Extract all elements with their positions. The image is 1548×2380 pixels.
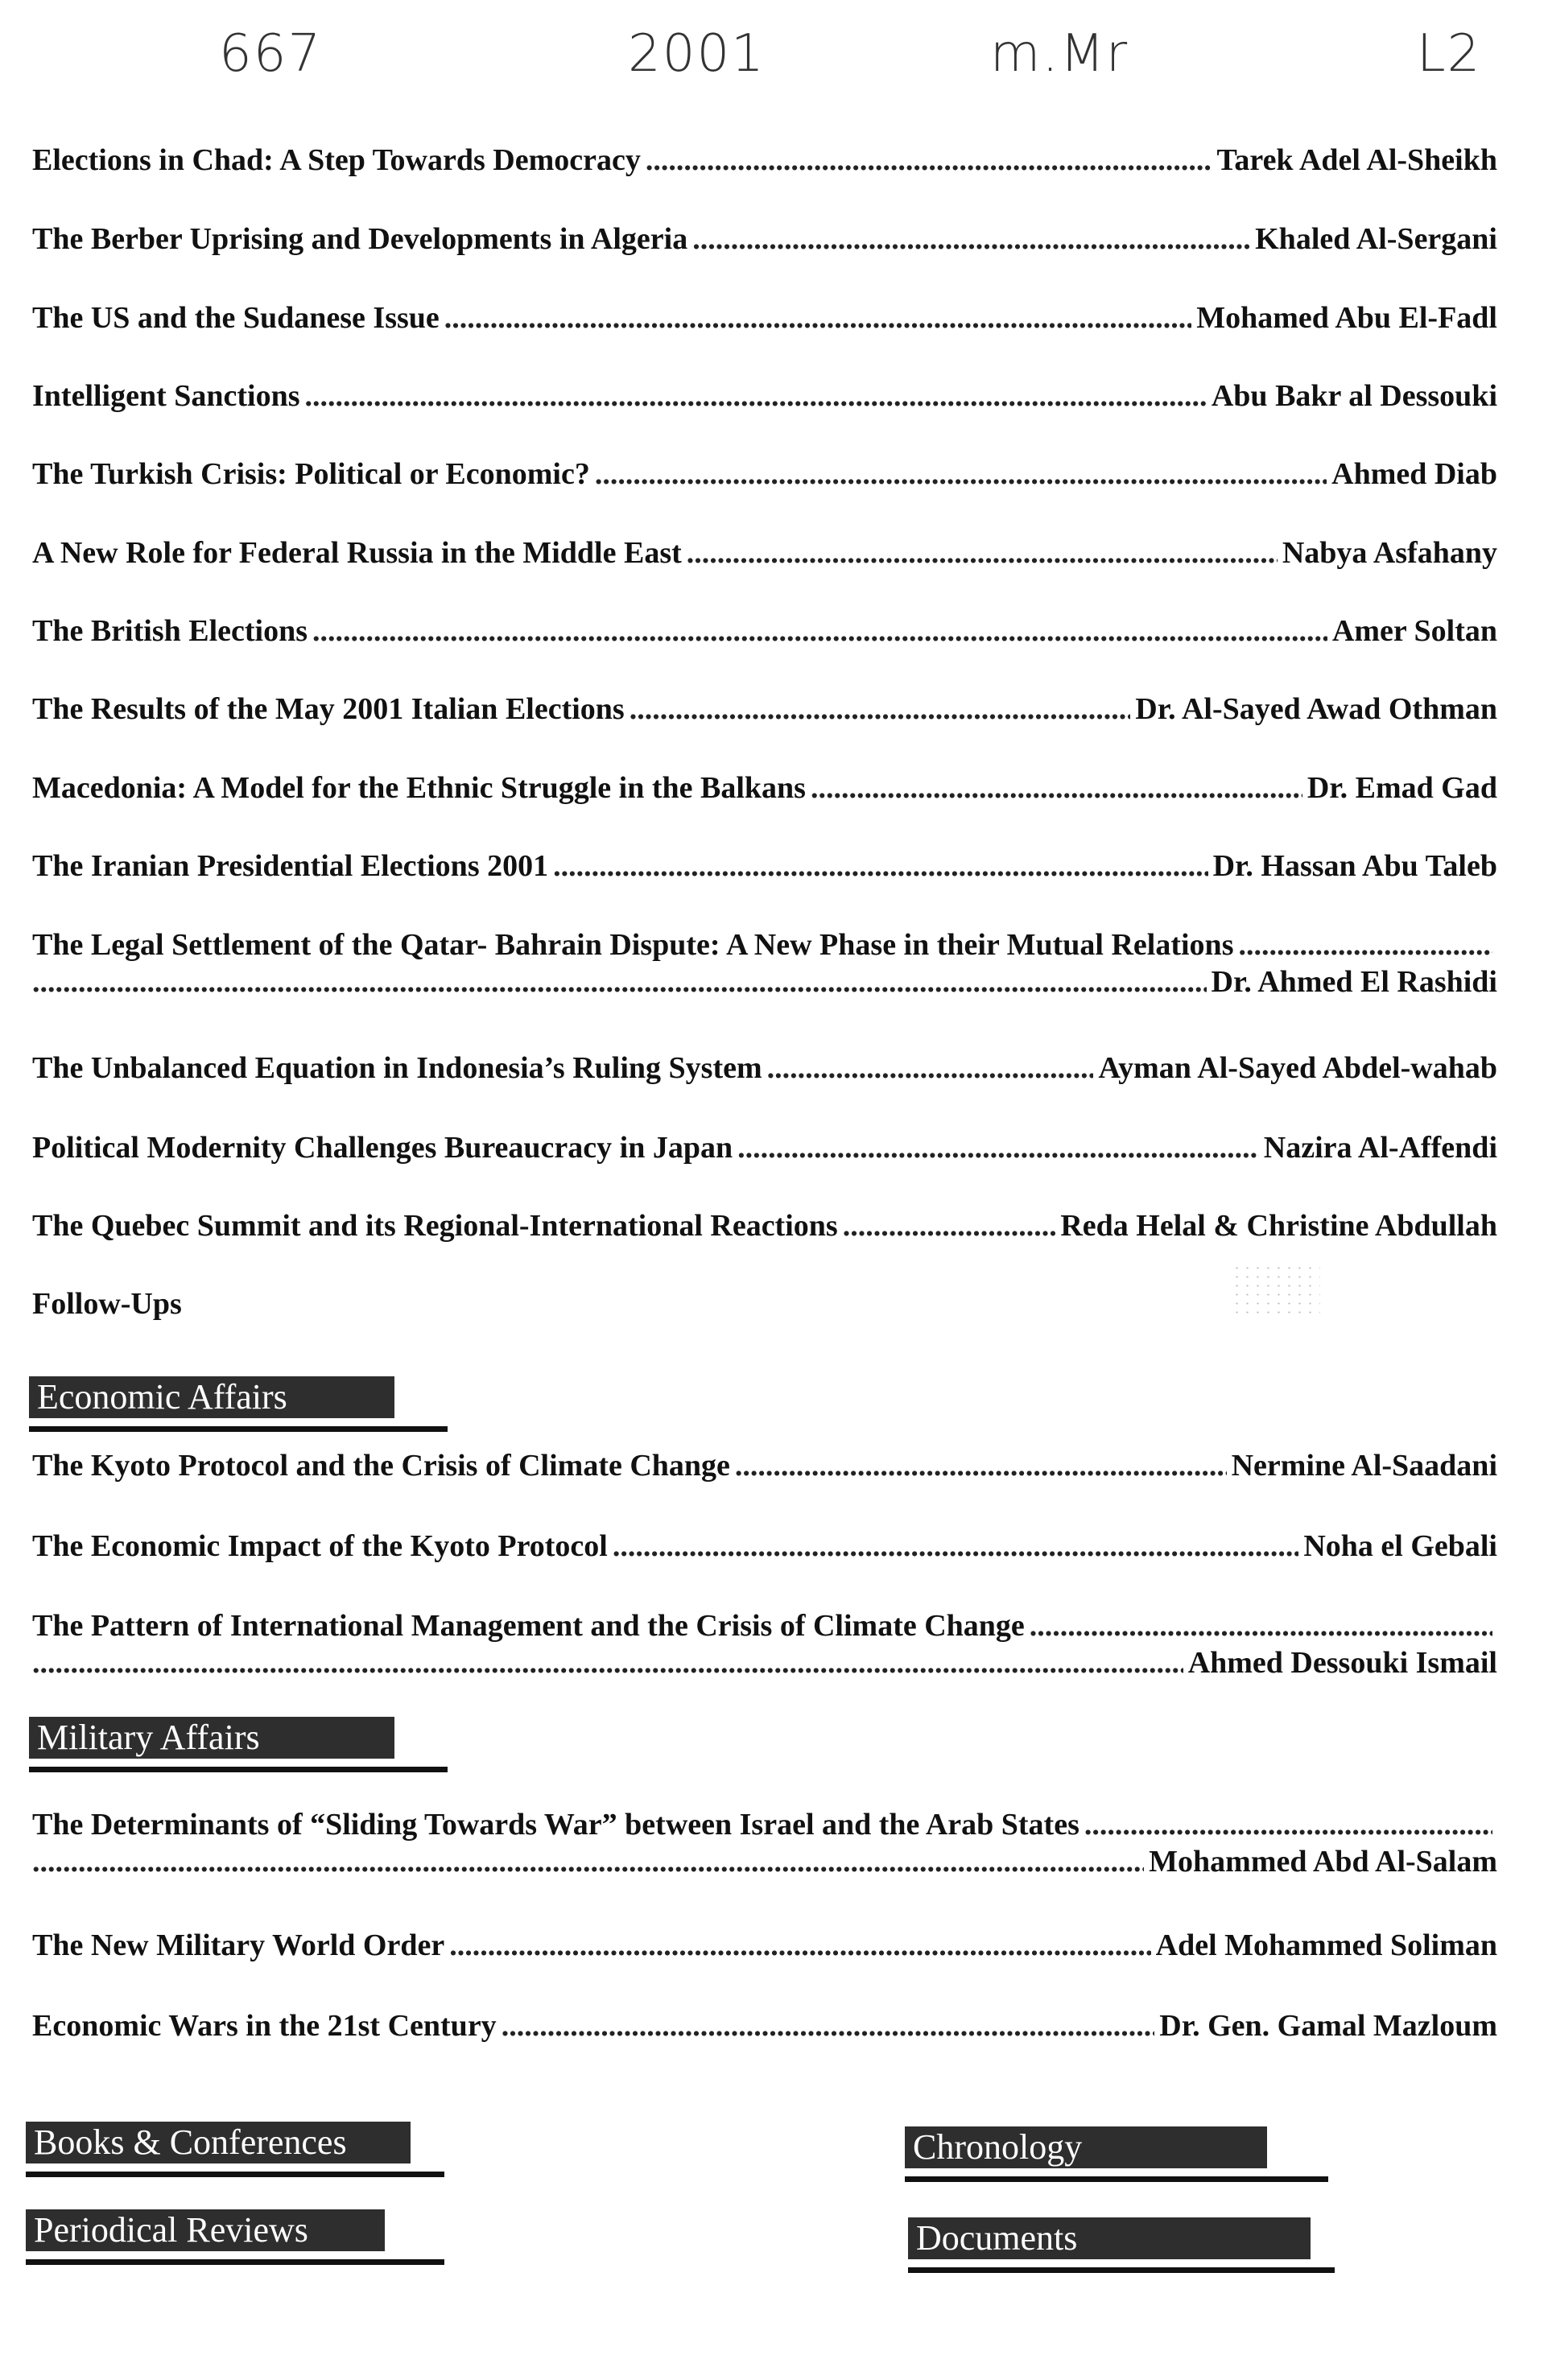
handwritten-number: 667 xyxy=(219,24,323,84)
entry-title: The Pattern of International Management and the Crisis of Climate Change xyxy=(32,1609,1025,1643)
section-heading-chronology: Chronology xyxy=(905,2126,1267,2168)
section-heading-military: Military Affairs xyxy=(29,1717,394,1759)
section-heading-economic: Economic Affairs xyxy=(29,1376,394,1418)
toc-entry xyxy=(32,221,1497,258)
entry-title: The Kyoto Protocol and the Crisis of Climate Change xyxy=(32,1449,730,1483)
toc-entry xyxy=(32,691,1497,728)
entry-author: Dr. Ahmed El Rashidi xyxy=(1211,965,1497,999)
section-underline xyxy=(29,1426,448,1432)
dot-leader xyxy=(305,377,1207,415)
toc-entry-two-line xyxy=(32,1806,1497,1880)
entry-author: Dr. Emad Gad xyxy=(1307,771,1497,805)
dot-leader xyxy=(692,221,1250,258)
toc-entry xyxy=(32,613,1497,650)
dot-leader xyxy=(32,963,1207,1000)
entry-author: Nazira Al-Affendi xyxy=(1263,1131,1497,1165)
toc-entry xyxy=(32,299,1497,336)
dot-leader xyxy=(444,299,1192,336)
entry-author: Ahmed Diab xyxy=(1331,457,1497,491)
handwritten-year: 2001 xyxy=(628,24,766,84)
section-underline xyxy=(905,2176,1328,2182)
dot-leader xyxy=(32,1843,1144,1880)
toc-entry xyxy=(32,534,1497,571)
entry-title: The Iranian Presidential Elections 2001 xyxy=(32,849,549,883)
toc-entry xyxy=(32,848,1497,885)
entry-title: Elections in Chad: A Step Towards Democracy xyxy=(32,143,641,177)
section-heading-documents: Documents xyxy=(908,2217,1311,2259)
entry-title: Follow-Ups xyxy=(32,1287,182,1321)
toc-entry-two-line xyxy=(32,1607,1497,1681)
handwritten-note: m.Mr xyxy=(990,24,1129,84)
dot-leader xyxy=(843,1207,1056,1244)
scan-specks xyxy=(1232,1264,1320,1320)
entry-title: The Results of the May 2001 Italian Elections xyxy=(32,692,625,726)
entry-author: Amer Soltan xyxy=(1331,614,1497,648)
dot-leader xyxy=(312,613,1327,650)
dot-leader xyxy=(553,848,1207,885)
toc-entry xyxy=(32,2007,1497,2044)
toc-entry xyxy=(32,769,1497,806)
dot-leader xyxy=(630,691,1131,728)
dot-leader xyxy=(449,1927,1150,1964)
dot-leader xyxy=(1030,1607,1492,1644)
entry-author: Dr. Gen. Gamal Mazloum xyxy=(1159,2009,1497,2043)
entry-title: The New Military World Order xyxy=(32,1928,445,1962)
section-heading-periodicals: Periodical Reviews xyxy=(26,2209,385,2251)
section-underline xyxy=(908,2267,1335,2273)
entry-author: Khaled Al-Sergani xyxy=(1255,222,1497,256)
dot-leader xyxy=(613,1528,1298,1565)
dot-leader xyxy=(1084,1806,1492,1843)
dot-leader xyxy=(1238,926,1492,963)
dot-leader xyxy=(32,1644,1183,1681)
dot-leader xyxy=(646,142,1212,179)
toc-entry xyxy=(32,1129,1497,1166)
toc-entry xyxy=(32,377,1497,415)
section-underline xyxy=(26,2259,444,2265)
entry-title: The Unbalanced Equation in Indonesia’s Ruling System xyxy=(32,1051,762,1085)
entry-author: Mohamed Abu El-Fadl xyxy=(1196,301,1497,335)
entry-title: Intelligent Sanctions xyxy=(32,379,300,413)
section-underline xyxy=(29,1767,448,1772)
entry-author: Nabya Asfahany xyxy=(1282,536,1497,570)
entry-title: The Berber Uprising and Developments in Algeria xyxy=(32,222,688,256)
entry-author: Tarek Adel Al-Sheikh xyxy=(1216,143,1497,177)
entry-title: A New Role for Federal Russia in the Middle East xyxy=(32,536,682,570)
entry-author: Ayman Al-Sayed Abdel-wahab xyxy=(1098,1051,1497,1085)
entry-title: The US and the Sudanese Issue xyxy=(32,301,440,335)
dot-leader xyxy=(687,534,1278,571)
dot-leader xyxy=(737,1129,1259,1166)
entry-title: Economic Wars in the 21st Century xyxy=(32,2009,497,2043)
entry-author: Reda Helal & Christine Abdullah xyxy=(1060,1209,1497,1243)
toc-entry xyxy=(32,1050,1497,1087)
toc-entry xyxy=(32,1447,1497,1484)
entry-author: Ahmed Dessouki Ismail xyxy=(1187,1646,1497,1680)
section-heading-books: Books & Conferences xyxy=(26,2122,411,2163)
toc-entry-two-line xyxy=(32,926,1497,1000)
section-underline xyxy=(26,2172,444,2177)
entry-title: The Economic Impact of the Kyoto Protocol xyxy=(32,1529,608,1563)
dot-leader xyxy=(595,456,1327,493)
entry-author: Nermine Al-Saadani xyxy=(1231,1449,1497,1483)
toc-entry xyxy=(32,1528,1497,1565)
entry-author: Abu Bakr al Dessouki xyxy=(1211,379,1497,413)
entry-author: Mohammed Abd Al-Salam xyxy=(1149,1845,1497,1879)
entry-author: Dr. Al-Sayed Awad Othman xyxy=(1135,692,1497,726)
dot-leader xyxy=(735,1447,1227,1484)
entry-title: The Quebec Summit and its Regional-International Reactions xyxy=(32,1209,838,1243)
dot-leader xyxy=(502,2007,1155,2044)
entry-author: Dr. Hassan Abu Taleb xyxy=(1212,849,1497,883)
entry-title: The Determinants of “Sliding Towards War” between Israel and the Arab States xyxy=(32,1808,1079,1842)
entry-title: Macedonia: A Model for the Ethnic Struggle in the Balkans xyxy=(32,771,806,805)
toc-entry xyxy=(32,1207,1497,1244)
toc-entry xyxy=(32,1927,1497,1964)
entry-title: The Legal Settlement of the Qatar- Bahrain Dispute: A New Phase in their Mutual Relations xyxy=(32,928,1234,962)
handwritten-code: L2 xyxy=(1417,24,1482,84)
toc-entry xyxy=(32,456,1497,493)
dot-leader xyxy=(767,1050,1094,1087)
dot-leader xyxy=(811,769,1302,806)
entry-title: The British Elections xyxy=(32,614,308,648)
toc-entry xyxy=(32,142,1497,179)
entry-author: Noha el Gebali xyxy=(1303,1529,1497,1563)
entry-title: The Turkish Crisis: Political or Economic? xyxy=(32,457,590,491)
entry-author: Adel Mohammed Soliman xyxy=(1155,1928,1497,1962)
entry-title: Political Modernity Challenges Bureaucracy in Japan xyxy=(32,1131,733,1165)
